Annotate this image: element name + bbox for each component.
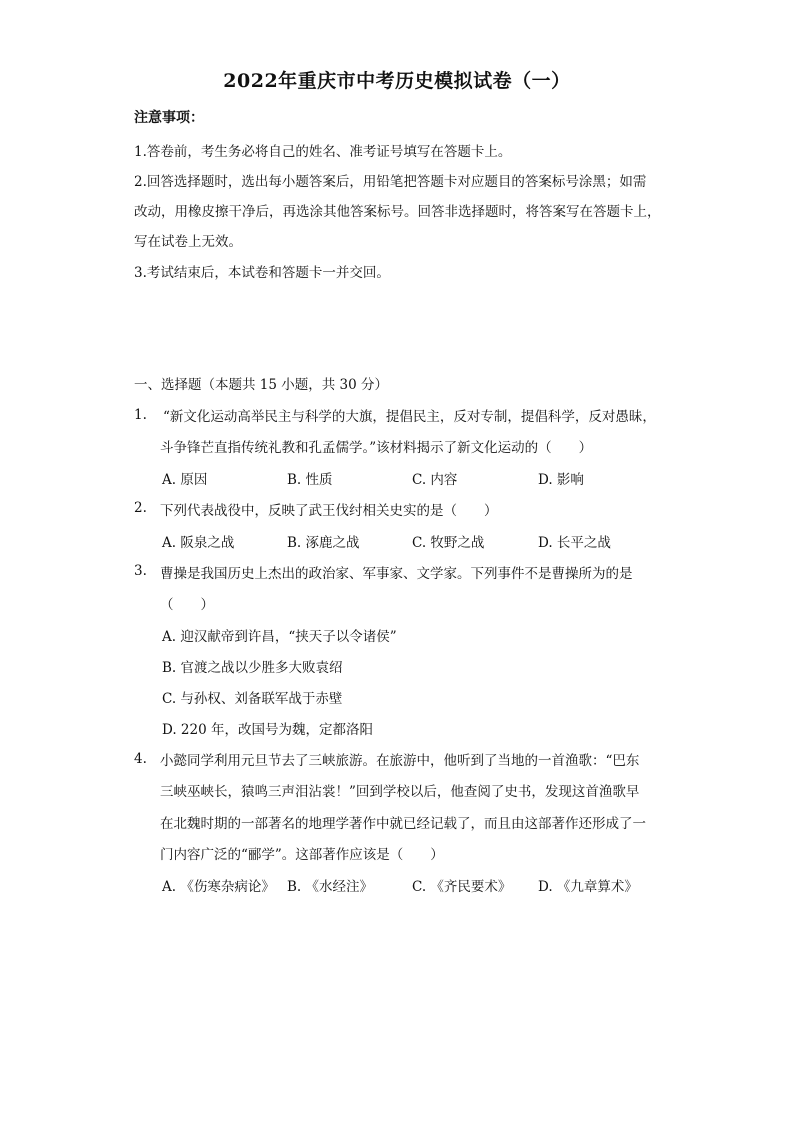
question-text: 三峡巫峡长，猿鸣三声泪沾裳！”回到学校以后，他查阅了史书，发现这首渔歌早 — [160, 784, 640, 800]
question-text: 门内容广泛的“郦学”。这部著作应该是（ ） — [160, 847, 444, 863]
section-heading: 一、选择题（本题共 15 小题，共 30 分） — [134, 377, 389, 393]
option-d: D. 220 年，改国号为魏，定都洛阳 — [162, 722, 373, 738]
option-c: C. 内容 — [412, 472, 458, 488]
page-title: 2022年重庆市中考历史模拟试卷（一） — [223, 70, 571, 92]
option-a: A. 迎汉献帝到许昌，“挟天子以令诸侯” — [162, 629, 397, 645]
question-number: 1. — [134, 407, 147, 423]
option-a: A. 原因 — [162, 472, 208, 488]
notice-line: 改动，用橡皮擦干净后，再选涂其他答案标号。回答非选择题时，将答案写在答题卡上， — [134, 204, 661, 220]
option-b: B. 涿鹿之战 — [287, 535, 360, 551]
question-number: 2. — [134, 500, 147, 516]
option-a: A. 阪泉之战 — [162, 535, 235, 551]
option-b: B. 官渡之战以少胜多大败袁绍 — [162, 660, 343, 676]
question-text: 下列代表战役中，反映了武王伐纣相关史实的是（ ） — [160, 503, 498, 519]
question-text: （ ） — [160, 597, 214, 613]
notice-line: 2.回答选择题时，选出每小题答案后，用铅笔把答题卡对应题目的答案标号涂黑；如需 — [134, 174, 647, 190]
notice-line: 3.考试结束后，本试卷和答题卡一并交回。 — [134, 265, 390, 281]
question-text: “新文化运动高举民主与科学的大旗，提倡民主，反对专制，提倡科学，反对愚昧， — [163, 409, 656, 425]
option-d: D. 影响 — [538, 472, 584, 488]
option-c: C. 与孙权、刘备联军战于赤壁 — [162, 691, 343, 707]
notice-line: 写在试卷上无效。 — [134, 234, 242, 250]
option-c: C. 牧野之战 — [412, 535, 485, 551]
option-b: B. 《水经注》 — [287, 879, 374, 895]
question-text: 小懿同学利用元旦节去了三峡旅游。在旅游中，他听到了当地的一首渔歌：“巴东 — [160, 753, 640, 769]
notice-heading: 注意事项： — [134, 110, 204, 126]
question-text: 在北魏时期的一部著名的地理学著作中就已经记载了，而且由这部著作还形成了一 — [160, 816, 646, 832]
question-text: 斗争锋芒直指传统礼教和孔孟儒学。”该材料揭示了新文化运动的（ ） — [160, 440, 593, 456]
option-d: D. 长平之战 — [538, 535, 611, 551]
option-d: D. 《九章算术》 — [538, 879, 638, 895]
option-b: B. 性质 — [287, 472, 333, 488]
question-number: 3. — [134, 563, 147, 579]
option-c: C. 《齐民要术》 — [412, 879, 512, 895]
notice-line: 1.答卷前，考生务必将自己的姓名、准考证号填写在答题卡上。 — [134, 144, 512, 160]
question-text: 曹操是我国历史上杰出的政治家、军事家、文学家。下列事件不是曹操所为的是 — [160, 566, 633, 582]
question-number: 4. — [134, 751, 147, 767]
option-a: A. 《伤寒杂病论》 — [162, 879, 275, 895]
